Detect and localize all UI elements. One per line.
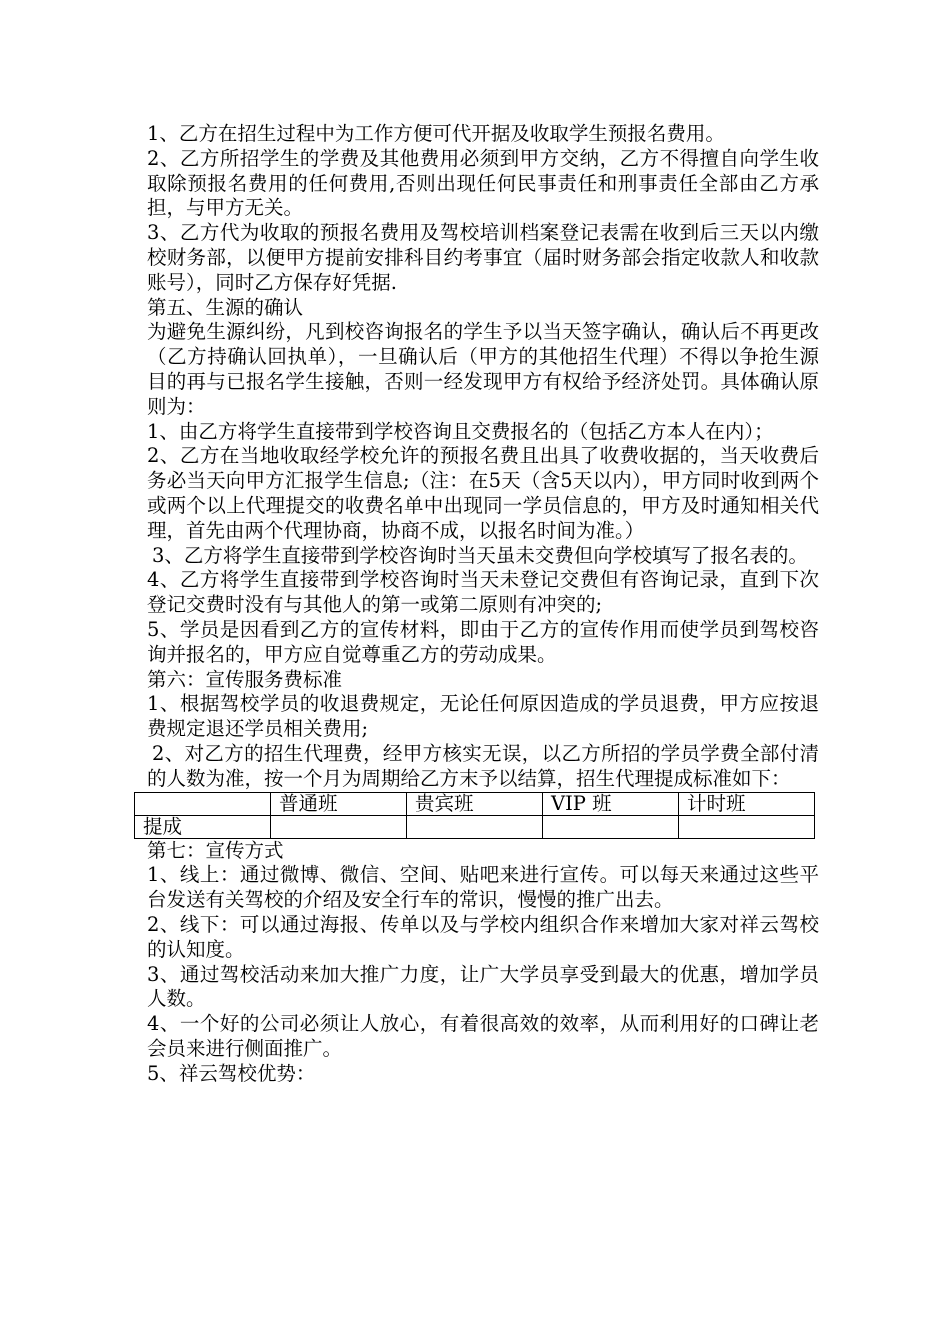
table-row [135,815,815,838]
paragraph-reputation: 4、一个好的公司必须让人放心，有着很高效的效率，从而利用好的口碑让老会员来进行侧面推广。 [147,1012,819,1060]
paragraph-advantages: 5、祥云驾校优势： [147,1061,316,1085]
table-cell [679,815,815,838]
table-header-row [135,792,815,815]
table-cell [407,815,543,838]
paragraph-rule-5: 5、学员是因看到乙方的宣传材料，即由于乙方的宣传作用而使学员到驾校咨询并报名的，甲方应自觉尊重乙方的劳动成果。 [147,617,819,666]
table-cell [543,815,679,838]
paragraph-commission: 2、对乙方的招生代理费，经甲方核实无误，以乙方所招的学员学费全部付清的人数为准，按一个月为周期给乙方末予以结算，招生代理提成标准如下： [147,741,819,790]
table-header-cell [135,792,271,815]
paragraph-fee-collection: 1、乙方在招生过程中为工作方便可代开据及收取学生预报名费用。 [147,122,725,145]
paragraph-fee-submission: 3、乙方代为收取的预报名费用及驾校培训档案登记表需在收到后三天以内缴校财务部，以便甲方提前安排科目约考事宜（届时财务部会指定收款人和收款账号），同时乙方保存好凭据. [147,221,819,294]
section-heading-6: 第六：宣传服务费标准 [147,667,343,691]
paragraph-refund: 1、根据驾校学员的收退费规定，无论任何原因造成的学员退费，甲方应按退费规定退还学员相关费用; [147,692,819,741]
commission-table [134,792,815,839]
table-header-cell: VIP 班 [543,792,679,815]
paragraph-offline: 2、线下：可以通过海报、传单以及与学校内组织合作来增加大家对祥云驾校的认知度。 [147,912,819,961]
table-header-cell: 计时班 [679,792,815,815]
table-header-cell: 普通班 [271,792,407,815]
table-cell: 提成 [135,815,271,838]
table-cell [271,815,407,838]
paragraph-rule-3: 3、乙方将学生直接带到学校咨询时当天虽未交费但向学校填写了报名表的。 [152,543,808,567]
paragraph-source-confirmation: 为避免生源纠纷，凡到校咨询报名的学生予以当天签字确认，确认后不再更改（乙方持确认回执单），一旦确认后（甲方的其他招生代理）不得以争抢生源目的再与已报名学生接触，否则一经发现甲方有权给予经济处罚。具体确认原则为： [147,320,819,418]
paragraph-activities: 3、通过驾校活动来加大推广力度，让广大学员享受到最大的优惠，增加学员人数。 [147,962,819,1011]
section-heading-7: 第七：宣传方式 [147,838,284,862]
table-header-cell: 贵宾班 [407,792,543,815]
section-heading-5: 第五、生源的确认 [147,295,304,319]
paragraph-fee-payment: 2、乙方所招学生的学费及其他费用必须到甲方交纳，乙方不得擅自向学生收取除预报名费用的任何费用,否则出现任何民事责任和刑事责任全部由乙方承担，与甲方无关。 [147,146,819,220]
paragraph-rule-4: 4、乙方将学生直接带到学校咨询时当天未登记交费但有咨询记录，直到下次登记交费时没有与其他人的第一或第二原则有冲突的; [147,568,819,617]
paragraph-rule-2: 2、乙方在当地收取经学校允许的预报名费且出具了收费收据的，当天收费后务必当天向甲方汇报学生信息;（注：在5天（含5天以内），甲方同时收到两个或两个以上代理提交的收费名单中出现同一学员信息的，甲方及时通知相关代理，首先由两个代理协商，协商不成，以报名时间为准。） [147,444,819,542]
document-body [143,122,819,1086]
paragraph-online: 1、线上：通过微博、微信、空间、贴吧来进行宣传。可以每天来通过这些平台发送有关驾校的介绍及安全行车的常识，慢慢的推广出去。 [147,863,819,912]
paragraph-rule-1: 1、由乙方将学生直接带到学校咨询且交费报名的（包括乙方本人在内）； [147,419,774,443]
